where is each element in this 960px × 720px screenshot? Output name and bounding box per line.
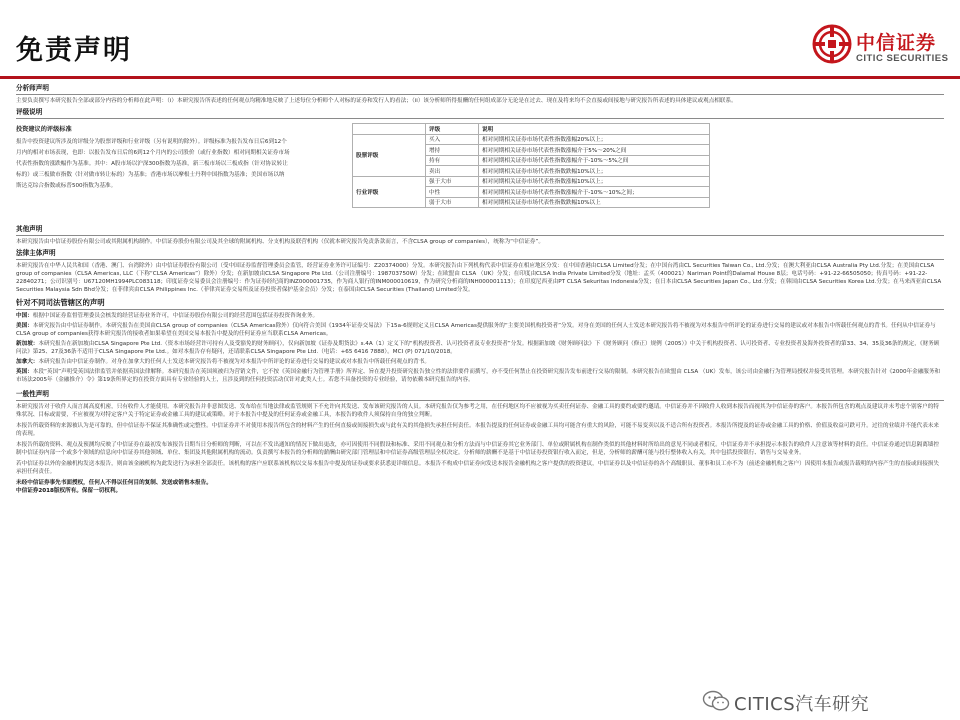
rating-group-industry: 行业评级	[353, 176, 426, 208]
general-paragraph: 本报告所载的资料、观点及预测均反映了中信证券在最初发布该报告日期当日分析师的判断，可以在不发出通知的情况下做出更改，亦可因使用不同假设和标准、采用不同观点和分析方法而与中信证券其它业务部门、单位或附属机构在制作类似的其他材料时所给出的意见不同或者相反。中信证券并不承担提示本报告的收件人注意该等材料的责任。中信证券通过信息隔离墙控制中信证券内部一个或多个领域的信息向中信证券其他领域、单位、集团及其他附属机构的流动。负责撰写本报告的分析师的薪酬由研究部门管理层和中信证券高级管理层全权决定。分析师的薪酬不是基于中信证券投资银行收入而定，但是，分析师的薪酬可能与投行整体收入有关，其中包括投资银行、销售与交易业务。	[16, 442, 939, 456]
jurisdiction-item-us	[16, 322, 944, 338]
jurisdiction-text: 根据中国证券监督管理委员会核发的经营证券业务许可，中信证券股份有限公司的经营范围包括证券投资咨询业务。	[32, 313, 319, 319]
section-rule	[16, 118, 944, 119]
jurisdiction-section-title: 针对不同司法管辖区的声明	[16, 298, 105, 307]
jurisdiction-label: 加拿大：	[16, 359, 39, 365]
jurisdiction-text: 本段“英国”声明受英国法律监管并依据英国法律解释。本研究报告在英国须被归为营销文件，它不按《英国金融行为管理手册》所界定、旨在提升投资研究报告独立性的法律要件而撰写，亦不受任何禁止在投资研究报告发布前进行交易的限制。本研究报告在欧盟由 CLSA （UK）发布，该公司由金融行为管理局授权并接受其管理。本研究报告针对《2000年金融服务和市场法2005年（金融推介）令》第19条所界定的在投资方面具有专业经验的人士，且涉及到的任何投资活动仅针对此类人士。若您不具备投资的专业经验，请勿依赖本研究报告的内容。	[16, 369, 941, 383]
jurisdiction-item-uk	[16, 368, 944, 384]
disclaimer-content	[16, 84, 944, 712]
general-section-title: 一般性声明	[16, 390, 49, 398]
analyst-section-title: 分析师声明	[16, 84, 49, 92]
rating-grade: 强于大市	[426, 176, 479, 187]
jurisdiction-label: 美国：	[16, 323, 33, 329]
rating-desc: 相对同期相关证券市场代表性指数涨幅介于-10%～5%之间	[479, 155, 710, 166]
logo-english-name: CITIC SECURITIES	[856, 53, 949, 64]
rating-grade: 增持	[426, 145, 479, 156]
section-rule	[16, 259, 944, 260]
general-paragraph: 本研究报告对于收件人而言属高度机密，只有收件人才能使用。本研究报告并非意图发送、发布给在当地法律或监管规则下不允许向其发送、发布该研究报告的人员。本研究报告仅为参考之用，在任何地区均不应被视为买卖任何证券、金融工具的要约或要约邀请。中信证券并不因收件人收到本报告而视其为中信证券的客户。本报告所包含的观点及建议并未考虑个别客户的特殊状况、目标或需要，不应被视为对特定客户关于特定证券或金融工具的建议或策略。对于本报告中提及的任何证券或金融工具，本报告的收件人须保持自身的独立判断。	[16, 404, 939, 418]
citic-logo	[812, 24, 950, 70]
rating-table	[352, 123, 710, 208]
rating-section-title: 评级说明	[16, 108, 43, 116]
rating-block	[16, 121, 944, 225]
rating-desc: 相对同期相关证券市场代表性指数涨幅20%以上；	[479, 134, 710, 145]
watermark-text: CITICS汽车研究	[734, 694, 870, 715]
rating-desc: 相对同期相关证券市场代表性指数涨幅介于5%～20%之间	[479, 145, 710, 156]
rating-standard-text: 报告中投资建议所涉及的评级分为股票评级和行业评级（另有说明的除外）。评级标准为报告发布日后6到12个月内的相对市场表现，也即：以报告发布日后的6到12个月内的公司股价（或行业指数）相对同期相关证券市场代表性指数的涨跌幅作为基准。其中：A股市场以沪深300指数为基准，新三板市场以三板成指（针对协议转让标的）或三板做市指数（针对做市转让标的）为基准；香港市场以摩根士丹利中国指数为基准；美国市场以纳斯达克综合指数或标普500指数为基准。	[16, 139, 290, 189]
rating-table-header-desc: 说明	[479, 124, 710, 135]
rating-desc: 相对同期相关证券市场代表性指数跌幅10%以上	[479, 197, 710, 208]
jurisdiction-item-singapore	[16, 340, 944, 356]
section-rule	[16, 309, 944, 310]
rating-grade: 卖出	[426, 166, 479, 177]
rating-table-header	[353, 124, 710, 135]
jurisdiction-text: 本研究报告由中信证券制作。对身在加拿大的任何人士发送本研究报告将不被视为对本报告中所评论的证券进行交易的建议或对本报告中所载任何观点的背书。	[38, 359, 430, 365]
section-rule	[16, 235, 944, 236]
jurisdiction-item-canada	[16, 358, 944, 366]
general-paragraph: 若中信证券以外的金融机构发送本报告，则由该金融机构为此发送行为承担全部责任。该机构的客户应联系该机构以交易本报告中提及的证券或要求获悉更详细信息。本报告不构成中信证券向发送本报告金融机构之客户提供的投资建议，中信证券以及中信证券的各个高级职员、董事和员工亦不为（前述金融机构之客户）因使用本报告或报告载明的内容产生的直接或间接损失承担任何责任。	[16, 461, 939, 475]
analyst-statement: 主要负责撰写本研究报告全部或部分内容的分析师在此声明：（i）本研究报告所表述的任何观点均精准地反映了上述每位分析师个人对标的证券和发行人的看法；（ii）该分析师所得报酬的任何组成部分无论是在过去、现在及将来均不会直接或间接地与研究报告所表述的具体建议或观点相联系。	[16, 98, 737, 104]
rating-standard	[16, 125, 290, 192]
rating-desc: 相对同期相关证券市场代表性指数涨幅10%以上；	[479, 176, 710, 187]
rating-grade: 买入	[426, 134, 479, 145]
page-title: 免责声明	[16, 35, 132, 66]
jurisdiction-item-china	[16, 312, 944, 320]
section-rule	[16, 400, 944, 401]
rating-desc: 相对同期相关证券市场代表性指数跌幅10%以上；	[479, 166, 710, 177]
jurisdiction-text: 本研究报告在新加坡由CLSA Singapore Pte Ltd.（资本市场经营许可持有人及受豁免的财务顾问），仅向新加坡《证券及期货法》s.4A（1）定义下的“机构投资者、认可投资者及专业投资者”分发。根据新加坡《财务顾问法》下《财务顾问（修正）规例（2005）》中关于机构投资者、认可投资者、专业投资者及海外投资者的第33、34、35及36条的规定，《财务顾问法》第25、27及36条不适用于CLSA Singapore Pte Ltd.。如对本报告存有疑问，还请联系CLSA Singapore Pte Ltd.（电话：+65 6416 7888）。MCI (P) 071/10/2018。	[16, 341, 940, 355]
table-row	[353, 176, 710, 187]
jurisdiction-label: 英国：	[16, 369, 33, 375]
legal-section-title: 法律主体声明	[16, 249, 56, 257]
wechat-watermark	[700, 688, 940, 714]
general-paragraph: 本报告所载资料的来源被认为是可靠的，但中信证券不保证其准确性或完整性。中信证券并不对使用本报告所包含的材料产生的任何直接或间接损失或与此有关的其他损失承担任何责任。本报告提及的任何证券或金融工具均可能含有重大的风险，可能不易变卖以及不适合所有投资者。本报告所提及的证券或金融工具的价格、价值及收益可跌可升。过往的业绩并不能代表未来的表现。	[16, 423, 939, 437]
header-divider	[0, 76, 960, 79]
table-row	[353, 134, 710, 145]
logo-chinese-name: 中信证券	[856, 32, 937, 54]
other-section-title: 其他声明	[16, 225, 43, 233]
rating-table-header-blank	[353, 124, 426, 135]
copyright: 中信证券2018版权所有。保留一切权利。	[16, 488, 122, 494]
jurisdiction-label: 中国：	[16, 313, 33, 319]
jurisdiction-label: 新加坡：	[16, 341, 39, 347]
copyright-notice: 未经中信证券事先书面授权，任何人不得以任何目的复制、发送或销售本报告。	[16, 480, 212, 486]
rating-grade: 弱于大市	[426, 197, 479, 208]
section-rule	[16, 94, 944, 95]
citic-emblem-icon	[812, 24, 852, 64]
jurisdiction-text: 本研究报告由中信证券制作。本研究报告在美国由CLSA group of companies（CLSA Americas除外）仅向符合美国《1934年证券交易法》下15a-6规则定义且CLSA Americas提供服务的“主要美国机构投资者”分发。对身在美国的任何人士发送本研究报告将不被视为对本报告中所评论的证券进行交易的建议或对本报告中所载任何观点的背书。任何从中信证券与CLSA group of companies获得本研究报告的接收者如果希望在美国交易本报告中提及的任何证券应当联系CLSA Americas。	[16, 323, 936, 337]
legal-statement: 本研究报告在中华人民共和国（香港、澳门、台湾除外）由中信证券股份有限公司（受中国证券监督管理委员会监管，经营证券业务许可证编号：Z20374000）分发。本研究报告由下列机构代表中信证券在相应地区分发：在中国香港由CLSA Limited分发；在中国台湾由CL Securities Taiwan Co., Ltd.分发；在澳大利亚由CLSA Australia Pty Ltd.分发；在美国由CLSA group of companies（CLSA Americas, LLC（下称“CLSA Americas”）除外）分发；在新加坡由CLSA Singapore Pte Ltd.（公司注册编号：198703750W）分发；在欧盟由 CLSA （UK）分发；在印度由CLSA India Private Limited分发（地址：孟买（400021）Nariman Point的Dalamal House 8层；电话号码：+91-22-66505050；传真号码：+91-22-22840271；公司识别号：U67120MH1994PLC083118；印度证券交易委员会注册编号：作为证券经纪商的INZ000001735，作为商人银行的INM000010619，作为研究分析商的INH000001113）；在印度尼西亚由PT CLSA Sekuritas Indonesia分发；在日本由CLSA Securities Japan Co., Ltd.分发；在韩国由CLSA Securities Korea Ltd.分发；在马来西亚由CLSA Securities Malaysia Sdn Bhd分发；在菲律宾由CLSA Philippines Inc.（菲律宾证券交易所及证券投资者保护基金会员）分发；在泰国由CLSA Securities (Thailand) Limited分发。	[16, 263, 942, 293]
rating-table-header-grade: 评级	[426, 124, 479, 135]
page-header	[0, 0, 960, 74]
rating-group-stock: 股票评级	[353, 134, 426, 176]
other-statement: 本研究报告由中信证券股份有限公司或其附属机构制作。中信证券股份有限公司及其全球的附属机构、分支机构及联营机构（仅就本研究报告免责条款而言，不含CLSA group of companies），统称为“中信证券”。	[16, 239, 544, 245]
rating-grade: 中性	[426, 187, 479, 198]
wechat-icon	[702, 690, 730, 712]
rating-standard-title: 投资建议的评级标准	[16, 126, 72, 133]
rating-grade: 持有	[426, 155, 479, 166]
rating-desc: 相对同期相关证券市场代表性指数涨幅介于-10%～10%之间；	[479, 187, 710, 198]
